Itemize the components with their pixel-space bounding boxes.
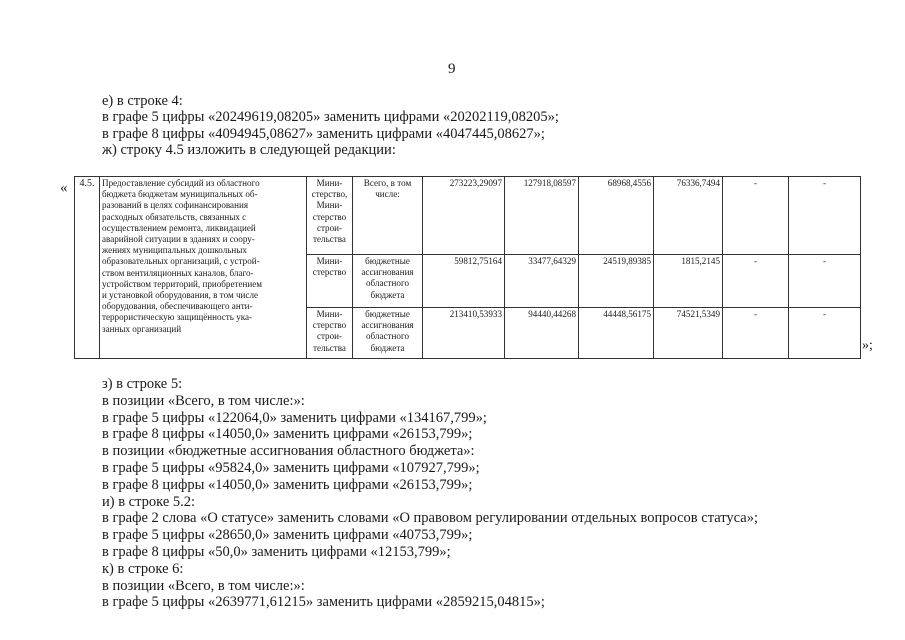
amendment-text-top	[102, 93, 559, 158]
name-line: разований в целях софинансирования	[102, 200, 248, 211]
name-line: ством вентиляционных каналов, благо-	[102, 267, 254, 278]
text-line: к) в строке 6:	[102, 560, 184, 577]
text-line: е) в строке 4:	[102, 93, 183, 109]
name-line: образовательных организаций, с устрой-	[102, 256, 260, 267]
value-cell: 33477,64329	[505, 255, 579, 308]
name-line: занных организаций	[102, 323, 182, 334]
value-cell: 127918,08597	[505, 177, 579, 255]
funding-source-cell: Всего, в том числе:	[353, 177, 423, 255]
text-line: в графе 2 слова «О статусе» заменить словами «О правовом регулировании отдельных вопросов статуса»;	[102, 510, 758, 527]
dash-cell: -	[723, 255, 789, 308]
value-cell: 24519,89385	[579, 255, 654, 308]
text-line: з) в строке 5:	[102, 376, 183, 392]
value-cell: 1815,2145	[654, 255, 723, 308]
table-row	[75, 177, 861, 255]
program-table	[74, 176, 861, 359]
value-cell: 59812,75164	[423, 255, 505, 308]
name-line: террористическую защищённость ука-	[102, 312, 253, 323]
dash-cell: -	[723, 177, 789, 255]
text-line: в графе 5 цифры «20249619,08205» заменить цифрами «20202119,08205»;	[102, 109, 559, 126]
opening-quote: «	[60, 180, 68, 196]
text-line: в позиции «бюджетные ассигнования областного бюджета»:	[102, 443, 475, 460]
name-line: аварийной ситуации в зданиях и соору-	[102, 234, 255, 245]
closing-quote: »;	[862, 338, 873, 353]
dash-cell: -	[789, 177, 861, 255]
text-line: в графе 5 цифры «122064,0» заменить цифрами «134167,799»;	[102, 409, 487, 426]
measure-name-cell	[100, 177, 307, 359]
name-line: жениях муниципальных дошкольных	[102, 245, 247, 256]
amendment-text-bottom	[102, 376, 758, 611]
value-cell: 213410,53933	[423, 308, 505, 359]
value-cell: 76336,7494	[654, 177, 723, 255]
value-cell: 273223,29097	[423, 177, 505, 255]
name-line: Предоставление субсидий из областного	[102, 178, 260, 188]
value-cell: 74521,5349	[654, 308, 723, 359]
value-cell: 94440,44268	[505, 308, 579, 359]
name-line: осуществлением ремонта, ликвидацией	[102, 222, 256, 233]
text-line: ж) строку 4.5 изложить в следующей редакции:	[102, 141, 396, 158]
executor-cell: Мини-стерство, Мини-стерство строи-тельства	[307, 177, 353, 255]
dash-cell: -	[723, 308, 789, 359]
text-line: в графе 8 цифры «14050,0» заменить цифрами «26153,799»;	[102, 476, 473, 493]
text-line: в графе 8 цифры «4094945,08627» заменить цифрами «4047445,08627»;	[102, 125, 545, 142]
name-line: и установкой оборудования, в том числе	[102, 290, 259, 301]
name-line: оборудования, обеспечивающего анти-	[102, 301, 253, 312]
text-line: в позиции «Всего, в том числе:»:	[102, 577, 305, 594]
value-cell: 44448,56175	[579, 308, 654, 359]
executor-cell: Мини-стерство строи-тельства	[307, 308, 353, 359]
dash-cell: -	[789, 255, 861, 308]
text-line: в графе 8 цифры «14050,0» заменить цифрами «26153,799»;	[102, 426, 473, 443]
name-line: устройством территорий, приобретением	[102, 278, 263, 289]
value-cell: 68968,4556	[579, 177, 654, 255]
page-number: 9	[448, 61, 456, 77]
row-number-cell: 4.5.	[75, 177, 100, 359]
text-line: в графе 5 цифры «2639771,61215» заменить цифрами «2859215,04815»;	[102, 594, 545, 611]
funding-source-cell: бюджетные ассигнования областного бюджета	[353, 308, 423, 359]
name-line: бюджета бюджетам муниципальных об-	[102, 189, 258, 200]
text-line: в графе 8 цифры «50,0» заменить цифрами «12153,799»;	[102, 543, 451, 560]
text-line: в позиции «Всего, в том числе:»:	[102, 392, 305, 409]
name-line: расходных обязательств, связанных с	[102, 211, 247, 222]
text-line: в графе 5 цифры «95824,0» заменить цифрами «107927,799»;	[102, 459, 480, 476]
funding-source-cell: бюджетные ассигнования областного бюджета	[353, 255, 423, 308]
dash-cell: -	[789, 308, 861, 359]
text-line: и) в строке 5.2:	[102, 493, 196, 510]
executor-cell: Мини-стерство	[307, 255, 353, 308]
text-line: в графе 5 цифры «28650,0» заменить цифрами «40753,799»;	[102, 527, 473, 544]
